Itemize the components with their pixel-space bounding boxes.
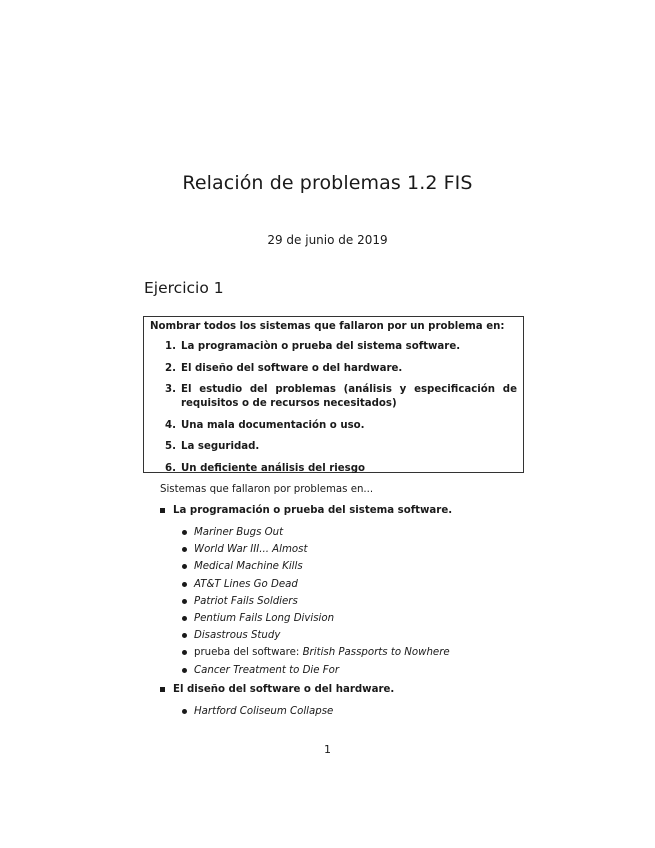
topic-item <box>156 505 452 516</box>
system-name: British Passports to Nowhere <box>302 647 450 659</box>
statement-item-number: 3. <box>165 384 176 395</box>
exercise-statement-box <box>143 316 524 473</box>
topic-label: El diseño del software o del hardware. <box>173 684 395 695</box>
answer-intro: Sistemas que fallaron por problemas en... <box>160 484 374 495</box>
topic-label: La programación o prueba del sistema software. <box>173 505 453 516</box>
statement-item-number: 1. <box>165 341 176 352</box>
system-item <box>182 662 450 679</box>
system-name: AT&T Lines Go Dead <box>194 578 298 590</box>
system-name: Cancer Treatment to Die For <box>194 664 340 676</box>
system-name: World War III... Almost <box>194 544 308 556</box>
statement-item-text: La programaciòn o prueba del sistema software. <box>181 341 461 352</box>
document-title: Relación de problemas 1.2 FIS <box>182 172 473 194</box>
statement-item <box>150 340 517 354</box>
statement-item-number: 5. <box>165 441 176 452</box>
bullet-icon <box>182 547 187 552</box>
system-item <box>182 627 450 644</box>
system-item <box>182 593 450 610</box>
bullet-icon <box>182 564 187 569</box>
bullet-icon <box>182 633 187 638</box>
statement-item-text: Un deficiente análisis del riesgo <box>181 462 366 474</box>
system-item <box>182 524 450 541</box>
bullet-icon <box>182 582 187 587</box>
statement-item-text: El estudio del problemas (análisis y especificación de requisitos o de recursos necesitados) <box>181 384 517 409</box>
statement-item-text: Una mala documentación o uso. <box>181 419 365 431</box>
bullet-icon <box>182 709 187 714</box>
statement-item <box>150 462 517 476</box>
bullet-icon <box>182 616 187 621</box>
bullet-icon <box>182 650 187 655</box>
statement-intro: Nombrar todos los sistemas que fallaron por un problema en: <box>150 321 505 332</box>
system-item <box>182 541 450 558</box>
statement-item-number: 4. <box>165 419 176 431</box>
system-name: Mariner Bugs Out <box>194 527 284 539</box>
statement-item-text: El diseño del software o del hardware. <box>181 362 403 374</box>
statement-item <box>150 362 517 376</box>
statement-item <box>150 383 517 411</box>
page-number: 1 <box>324 743 331 756</box>
exercise-heading: Ejercicio 1 <box>144 279 224 297</box>
system-item <box>182 576 450 593</box>
system-name: Patriot Fails Soldiers <box>194 595 298 607</box>
system-name: Pentium Fails Long Division <box>194 613 335 625</box>
bullet-icon <box>182 599 187 604</box>
statement-list <box>150 340 517 476</box>
system-item <box>182 610 450 627</box>
system-prefix: prueba del software: <box>194 647 303 659</box>
document-date: 29 de junio de 2019 <box>267 233 388 247</box>
statement-item <box>150 419 517 433</box>
system-name: Medical Machine Kills <box>194 561 303 573</box>
square-bullet-icon <box>160 687 165 692</box>
system-name: Hartford Coliseum Collapse <box>194 706 334 718</box>
bullet-icon <box>182 668 187 673</box>
systems-list <box>182 524 450 679</box>
statement-item <box>150 440 517 454</box>
statement-item-number: 2. <box>165 362 176 374</box>
system-item <box>182 644 450 661</box>
system-item <box>182 558 450 575</box>
topic-item <box>156 684 394 695</box>
square-bullet-icon <box>160 508 165 513</box>
statement-item-text: La seguridad. <box>181 441 260 452</box>
system-item <box>182 703 333 720</box>
bullet-icon <box>182 530 187 535</box>
system-name: Disastrous Study <box>194 630 281 642</box>
statement-item-number: 6. <box>165 462 176 474</box>
systems-list <box>182 703 333 720</box>
